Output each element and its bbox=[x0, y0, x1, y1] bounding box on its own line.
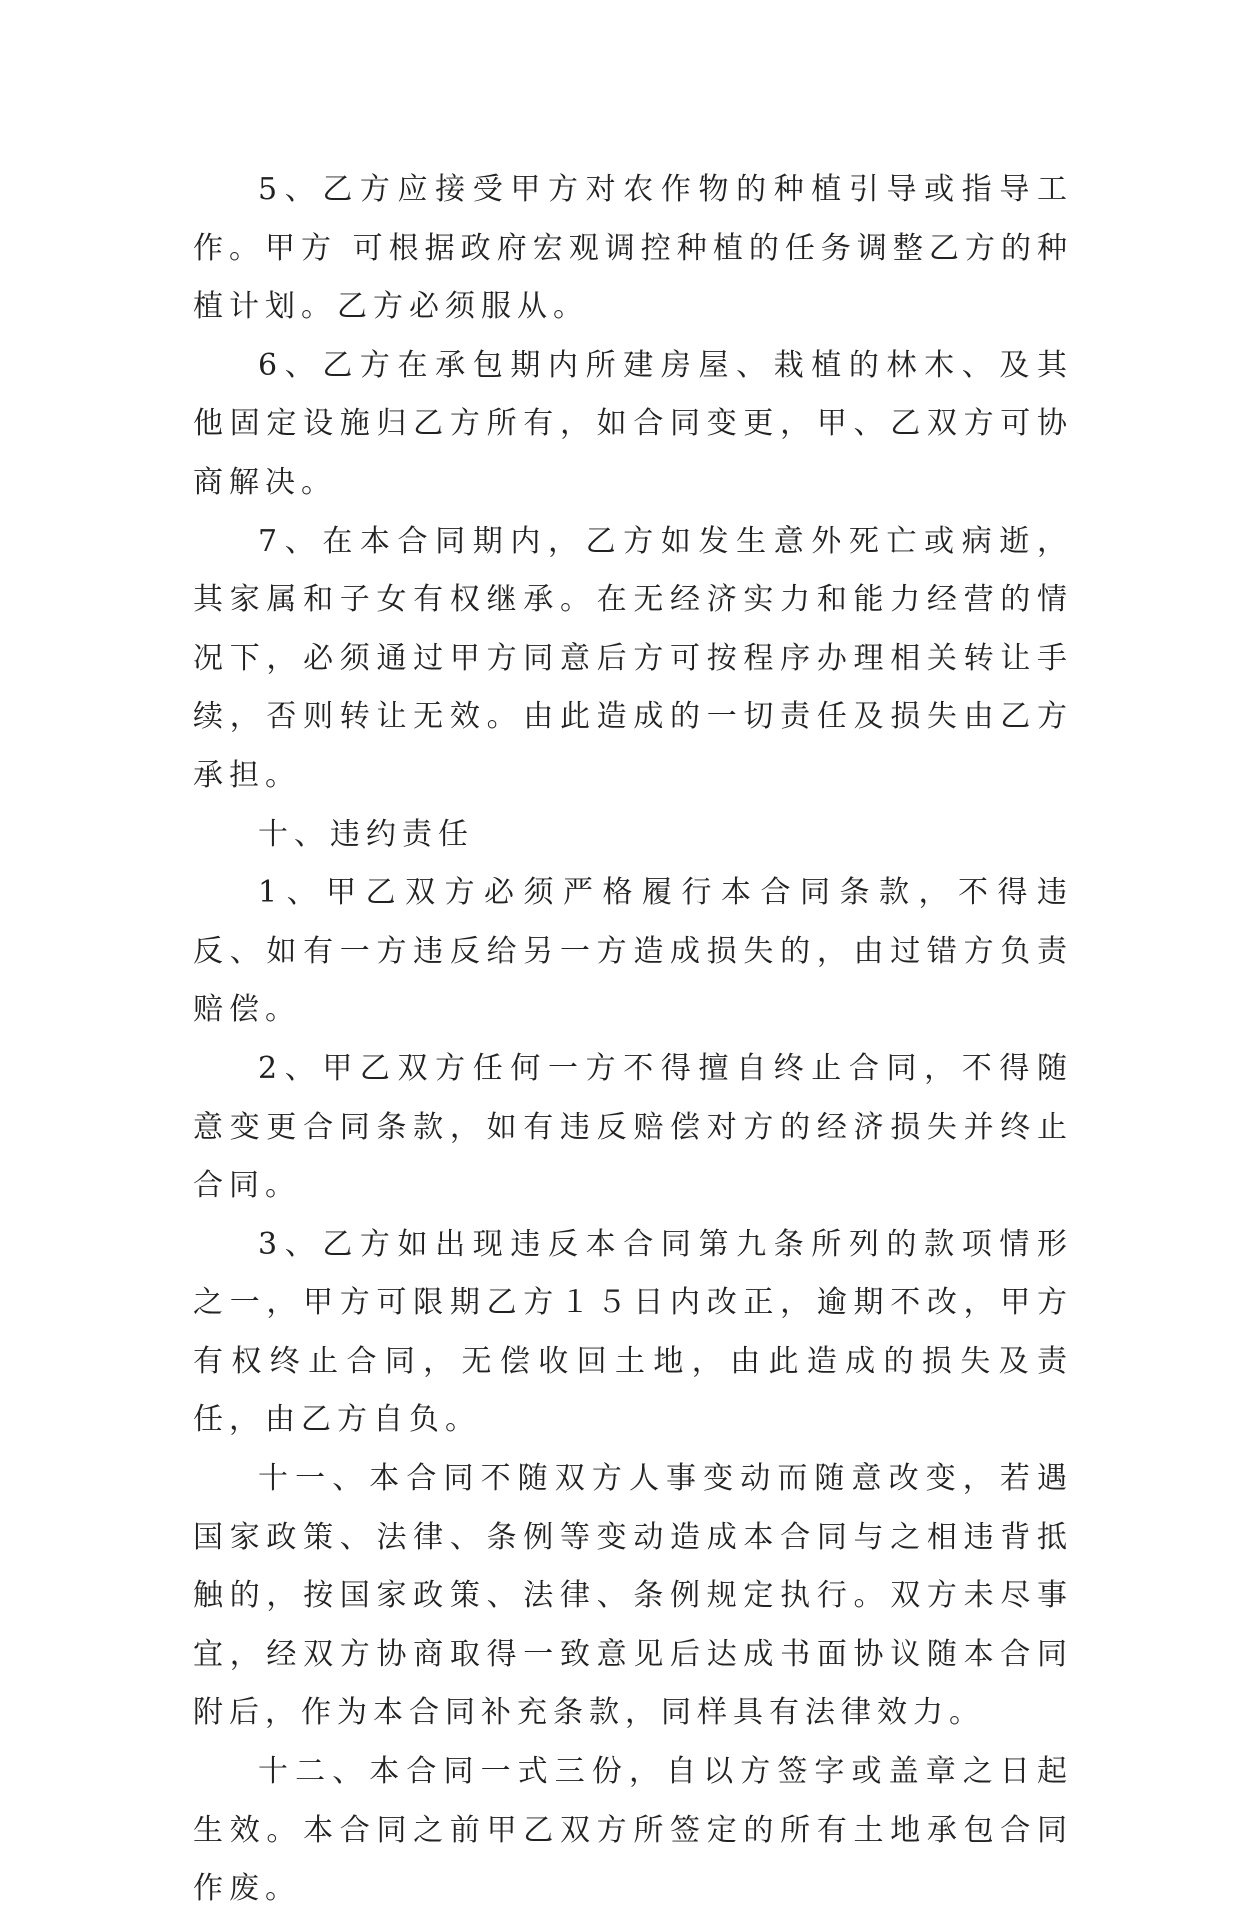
article-11-paragraph: 十一、本合同不随双方人事变动而随意改变，若遇国家政策、法律、条例等变动造成本合同与之相违背抵触的，按国家政策、法律、条例规定执行。双方未尽事宜，经双方协商取得一致意见后达成书面协议随本合同附后，作为本合同补充条款，同样具有法律效力。 bbox=[193, 1461, 1073, 1731]
breach-clause-1-paragraph: 1、甲乙双方必须严格履行本合同条款，不得违反、如有一方违反给另一方造成损失的，由过错方负责赔偿。 bbox=[193, 875, 1073, 1028]
breach-clause-3-paragraph: 3、乙方如出现违反本合同第九条所列的款项情形之一，甲方可限期乙方１５日内改正，逾期不改，甲方有权终止合同，无偿收回土地，由此造成的损失及责任，由乙方自负。 bbox=[193, 1226, 1073, 1438]
section-heading-breach-liability: 十、违约责任 bbox=[258, 816, 474, 852]
clause-5-paragraph: 5、乙方应接受甲方对农作物的种植引导或指导工作。甲方 可根据政府宏观调控种植的任务调整乙方的种植计划。乙方必须服从。 bbox=[193, 172, 1073, 325]
clause-6-paragraph: 6、乙方在承包期内所建房屋、栽植的林木、及其他固定设施归乙方所有，如合同变更，甲、乙双方可协商解决。 bbox=[193, 347, 1073, 500]
clause-7-paragraph: 7、在本合同期内，乙方如发生意外死亡或病逝，其家属和子女有权继承。在无经济实力和能力经营的情况下，必须通过甲方同意后方可按程序办理相关转让手续，否则转让无效。由此造成的一切责任及损失由乙方承担。 bbox=[193, 523, 1073, 793]
document-body bbox=[193, 161, 1073, 1919]
breach-clause-2-paragraph: 2、甲乙双方任何一方不得擅自终止合同，不得随意变更合同条款，如有违反赔偿对方的经济损失并终止合同。 bbox=[193, 1050, 1073, 1204]
article-12-paragraph: 十二、本合同一式三份，自以方签字或盖章之日起生效。本合同之前甲乙双方所签定的所有土地承包合同作废。 bbox=[193, 1754, 1073, 1907]
